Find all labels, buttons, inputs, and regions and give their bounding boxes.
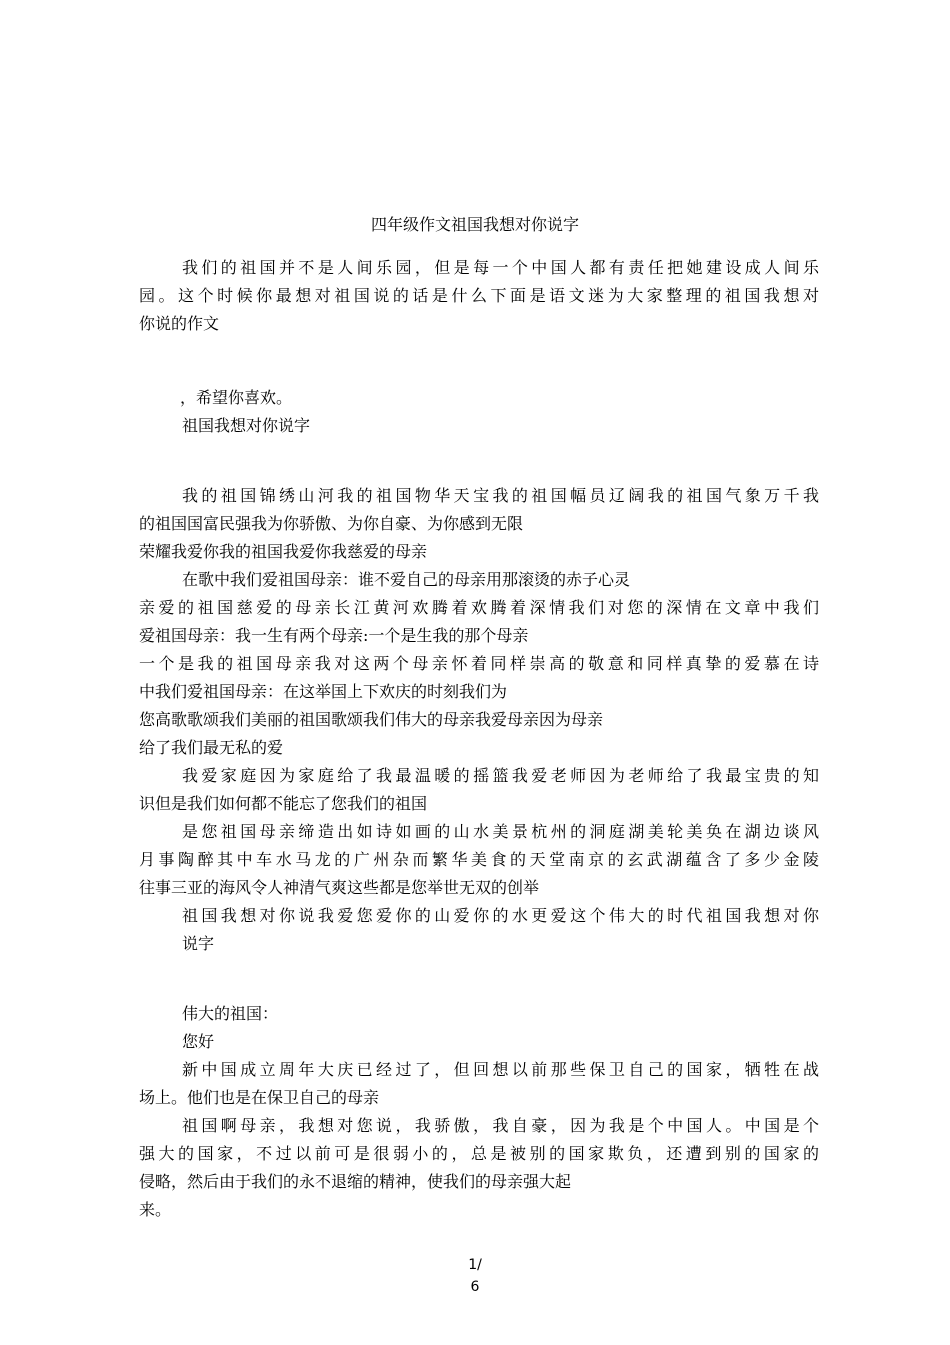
paragraph-line: ，希望你喜欢。 (180, 388, 293, 407)
paragraph-line: 场上。他们也是在保卫自己的母亲 (139, 1088, 380, 1107)
document-body (139, 254, 819, 1224)
paragraph-line: 在歌中我们爱祖国母亲：谁不爱自己的母亲用那滚烫的赤子心灵 (182, 570, 631, 589)
paragraph-line: 伟大的祖国： (182, 1004, 279, 1023)
paragraph-line: 你说的作文 (139, 314, 220, 333)
paragraph-line: 识但是我们如何都不能忘了您我们的祖国 (139, 794, 428, 813)
paragraph-line: 爱祖国母亲：我一生有两个母亲:一个是生我的那个母亲 (139, 626, 529, 645)
paragraph-line: 祖国我想对你说字 (182, 416, 311, 435)
paragraph-line: 一个是我的祖国母亲我对这两个母亲怀着同样崇高的敬意和同样真挚的爱慕在诗 (139, 654, 819, 673)
page-number (0, 1254, 950, 1298)
paragraph-line: 您高歌歌颂我们美丽的祖国歌颂我们伟大的母亲我爱母亲因为母亲 (139, 710, 604, 729)
paragraph-line: 园。这个时候你最想对祖国说的话是什么下面是语文迷为大家整理的祖国我想对 (139, 286, 819, 305)
paragraph-line: 新中国成立周年大庆已经过了，但回想以前那些保卫自己的国家，牺牲在战 (182, 1060, 819, 1079)
paragraph-line: 是您祖国母亲缔造出如诗如画的山水美景杭州的洞庭湖美轮美奂在湖边谈风 (182, 822, 819, 841)
paragraph-line: 中我们爱祖国母亲：在这举国上下欢庆的时刻我们为 (139, 682, 508, 701)
paragraph-line: 祖国我想对你说我爱您爱你的山爱你的水更爱这个伟大的时代祖国我想对你 (182, 906, 819, 925)
paragraph-line: 说字 (182, 934, 215, 953)
paragraph-line: 我爱家庭因为家庭给了我最温暖的摇篮我爱老师因为老师给了我最宝贵的知 (182, 766, 819, 785)
page-number-total: 6 (470, 1279, 480, 1295)
paragraph-line: 往事三亚的海风令人神清气爽这些都是您举世无双的创举 (139, 878, 540, 897)
paragraph-gap (139, 440, 819, 482)
paragraph-line: 给了我们最无私的爱 (139, 738, 284, 757)
paragraph-line: 来。 (139, 1200, 172, 1219)
document-title: 四年级作文祖国我想对你说字 (370, 215, 579, 234)
paragraph-line: 侵略，然后由于我们的永不退缩的精神，使我们的母亲强大起 (139, 1172, 572, 1191)
paragraph-line: 亲爱的祖国慈爱的母亲长江黄河欢腾着欢腾着深情我们对您的深情在文章中我们 (139, 598, 819, 617)
paragraph-line: 的祖国国富民强我为你骄傲、为你自豪、为你感到无限 (139, 514, 524, 533)
paragraph-line: 您好 (182, 1032, 215, 1051)
paragraph-line: 我们的祖国并不是人间乐园，但是每一个中国人都有责任把她建设成人间乐 (182, 258, 819, 277)
paragraph-gap (139, 958, 819, 1000)
paragraph-line: 我的祖国锦绣山河我的祖国物华天宝我的祖国幅员辽阔我的祖国气象万千我 (182, 486, 819, 505)
paragraph-line: 祖国啊母亲，我想对您说，我骄傲，我自豪，因为我是个中国人。中国是个 (182, 1116, 819, 1135)
page-number-current: 1/ (468, 1257, 482, 1273)
paragraph-line: 荣耀我爱你我的祖国我爱你我慈爱的母亲 (139, 542, 428, 561)
paragraph-line: 强大的国家，不过以前可是很弱小的，总是被别的国家欺负，还遭到别的国家的 (139, 1144, 819, 1163)
paragraph-line: 月事陶醉其中车水马龙的广州杂而繁华美食的天堂南京的玄武湖蕴含了多少金陵 (139, 850, 819, 869)
paragraph-gap (139, 338, 819, 384)
